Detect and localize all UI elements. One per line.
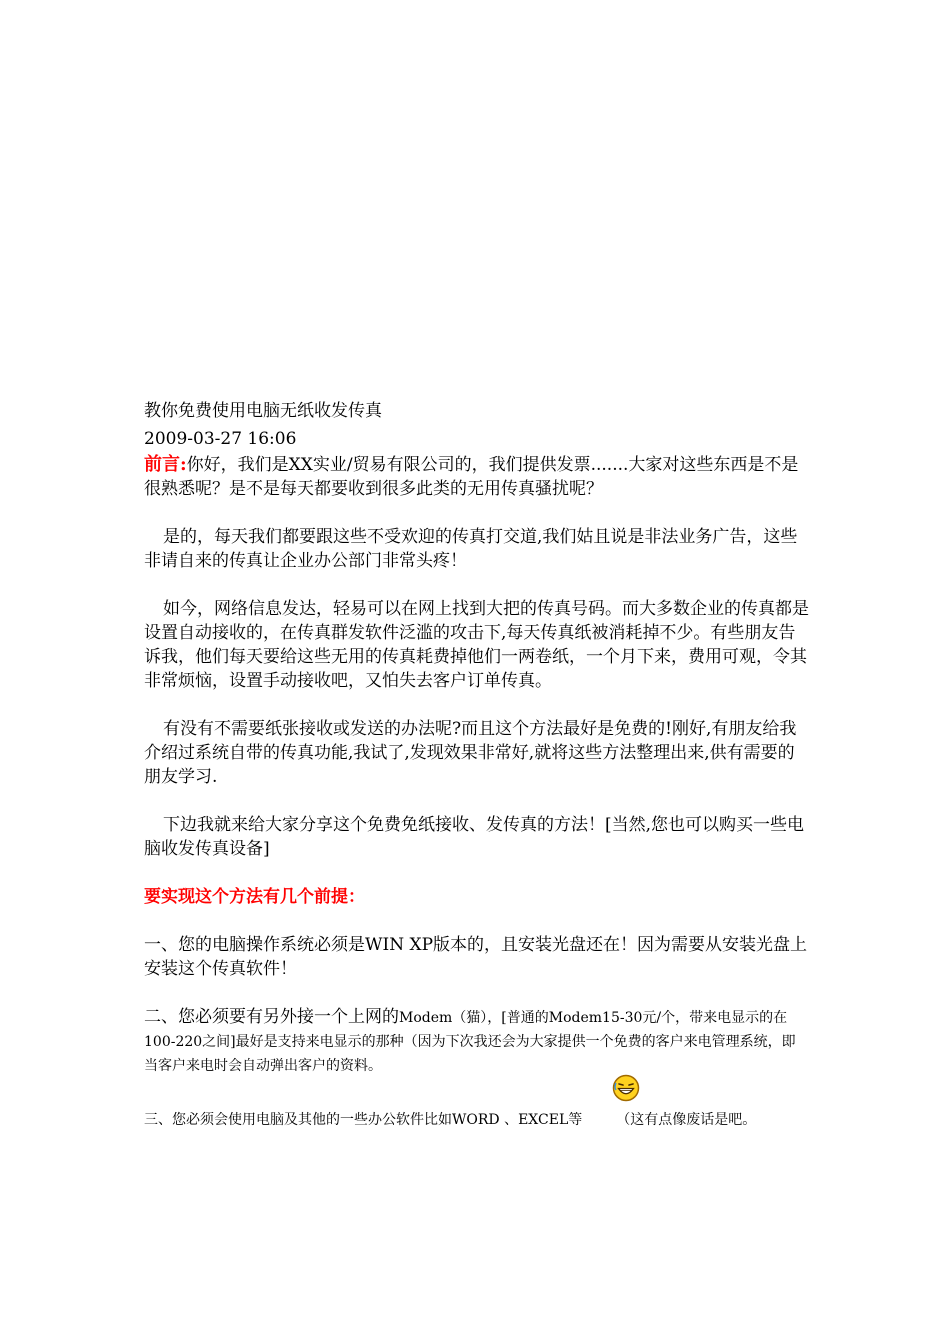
- prerequisite-item-3: [144, 1108, 809, 1132]
- paragraph-4: 下边我就来给大家分享这个免费免纸接收、发传真的方法！[当然,您也可以购买一些电脑收发传真设备]: [144, 815, 805, 859]
- paragraph-2: 如今，网络信息发达，轻易可以在网上找到大把的传真号码。而大多数企业的传真都是设置自动接收的，在传真群发软件泛滥的攻击下,每天传真纸被消耗掉不少。有些朋友告诉我，他们每天要给这些无用的传真耗费掉他们一两卷纸，一个月下来，费用可观，令其非常烦恼，设置手动接收吧，又怕失去客户订单传真。: [144, 599, 809, 691]
- item-3-tail: （这有点像废话是吧。: [616, 1112, 757, 1128]
- prerequisite-item-2: [144, 1005, 809, 1078]
- document-body: [144, 397, 809, 1132]
- grinning-smiley-icon: [612, 1074, 640, 1102]
- item-2-rest: Modem（猫），[普通的Modem15-30元/个，带来电显示的在100-220之间]最好是支持来电显示的那种（因为下次我还会为大家提供一个免费的客户来电管理系统，即当客户来电时会自动弹出客户的资料。: [144, 1010, 796, 1074]
- prerequisite-heading: 要实现这个方法有几个前提：: [144, 887, 365, 907]
- doc-title: 教你免费使用电脑无纸收发传真: [144, 401, 382, 421]
- paragraph-1: 是的，每天我们都要跟这些不受欢迎的传真打交道,我们姑且说是非法业务广告，这些非请自来的传真让企业办公部门非常头疼！: [144, 527, 798, 571]
- item-3-text: 三、您必须会使用电脑及其他的一些办公软件比如WORD 、EXCEL等: [144, 1112, 583, 1128]
- doc-datetime: 2009-03-27 16:06: [144, 429, 297, 449]
- item-2-lead: 二、您必须要有另外接一个上网的: [144, 1007, 399, 1027]
- paragraph-3: 有没有不需要纸张接收或发送的办法呢?而且这个方法最好是免费的!刚好,有朋友给我介绍过系统自带的传真功能,我试了,发现效果非常好,就将这些方法整理出来,供有需要的朋友学习.: [144, 719, 797, 787]
- preface-label: 前言:: [144, 454, 187, 475]
- preface-paragraph: [144, 453, 809, 501]
- preface-text: 你好，我们是XX实业/贸易有限公司的，我们提供发票.......大家对这些东西是不是很熟悉呢？是不是每天都要收到很多此类的无用传真骚扰呢？: [144, 455, 799, 499]
- prerequisite-item-1: 一、您的电脑操作系统必须是WIN XP版本的，且安装光盘还在！因为需要从安装光盘上安装这个传真软件！: [144, 935, 808, 979]
